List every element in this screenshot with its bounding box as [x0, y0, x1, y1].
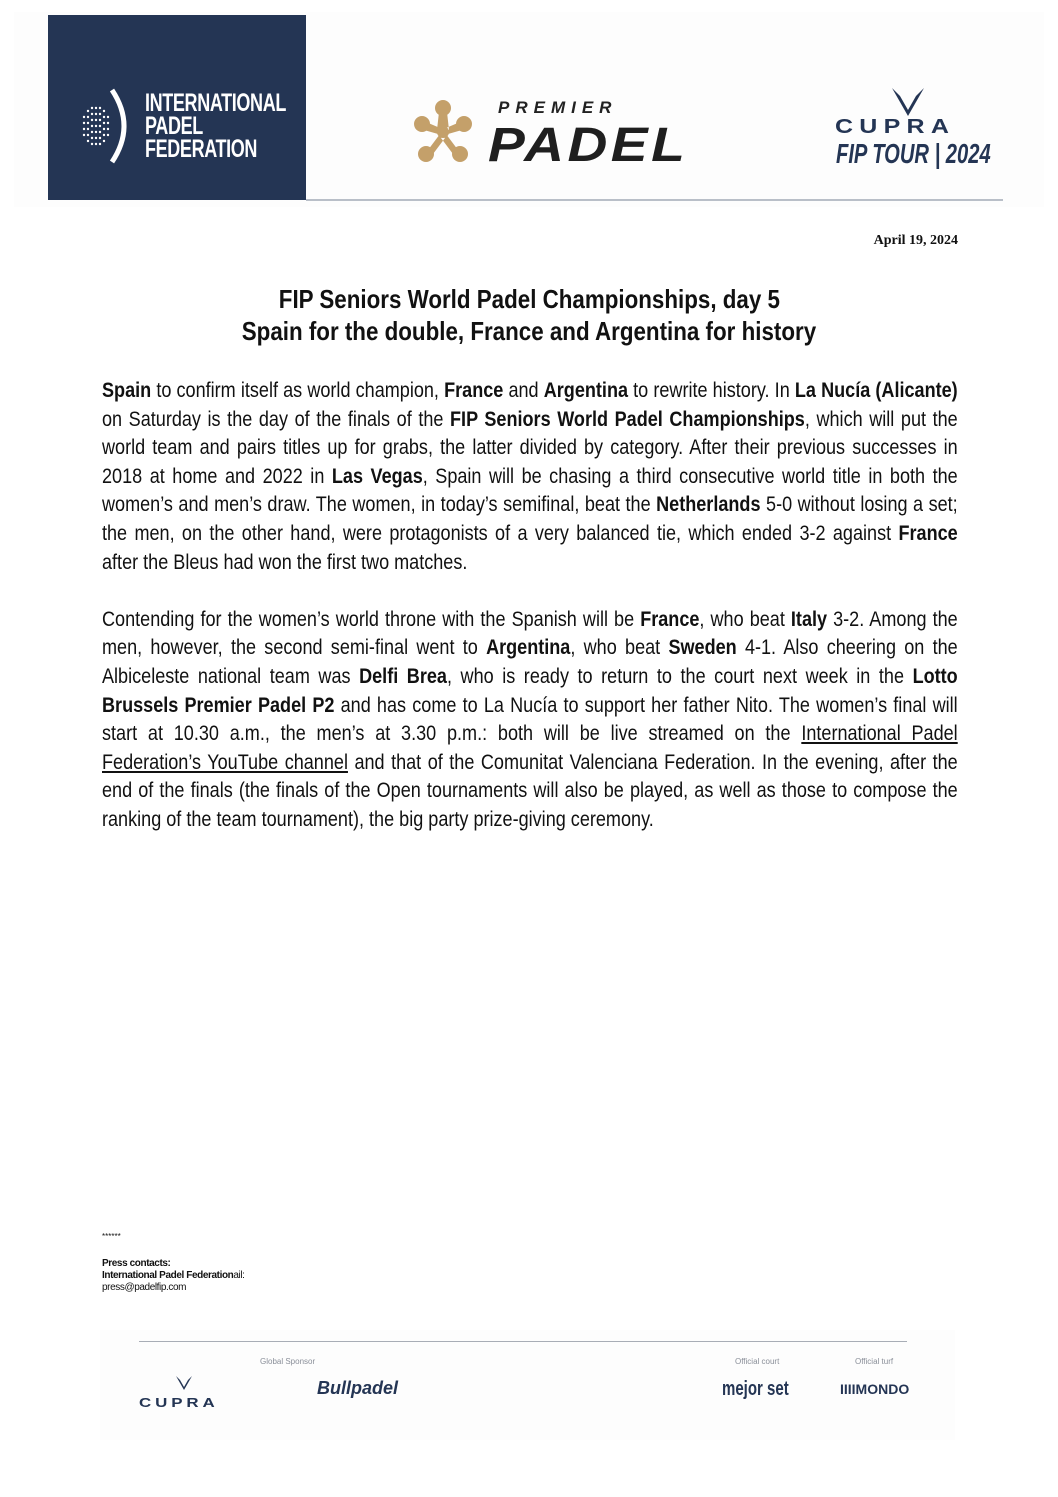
youtube-channel-link[interactable]: International Padel Federation’s YouTube channel — [102, 722, 958, 774]
cupra-wordmark: CUPRA — [835, 116, 956, 138]
bold-text: France — [444, 379, 504, 402]
text-segment: and — [503, 379, 544, 402]
press-org-suffix: ail: — [233, 1270, 245, 1281]
bold-text: Lotto Brussels Premier Padel P2 — [102, 664, 958, 717]
text-segment: on Saturday is the day of the finals of the — [102, 407, 451, 431]
fip-logo-text — [145, 89, 286, 163]
bold-text: Italy — [790, 607, 828, 631]
mondo-logo: IIIIMONDO — [840, 1381, 910, 1397]
footer-divider — [139, 1341, 907, 1342]
bold-text: Argentina — [486, 636, 571, 660]
premier-padel-star-icon — [412, 98, 474, 164]
bold-text: Delfi Brea — [359, 664, 447, 688]
separator: ****** — [102, 1232, 121, 1241]
press-contacts — [102, 1258, 245, 1294]
fip-logo-line: FEDERATION — [145, 135, 258, 163]
premier-padel-premier: PREMIER — [498, 98, 618, 117]
text-segment: 3-2. Among the men, however, the second semi-final went to — [102, 607, 958, 660]
text-segment: Contending for the women’s world throne with the Spanish will be — [102, 607, 641, 631]
text-segment: , who is ready to return to the court next week in the — [446, 664, 913, 688]
footer-background — [100, 1330, 955, 1440]
text-segment: to rewrite history. In — [628, 379, 795, 402]
text-segment: , Spain will be chasing a third consecutive world title in both the women’s and men’s draw. The women, in today’s semifinal, beat the — [102, 464, 958, 517]
bullpadel-logo: Bullpadel — [317, 1378, 399, 1398]
global-sponsor-label: Global Sponsor — [260, 1357, 316, 1366]
bold-text: France — [640, 607, 700, 631]
mejorset-logo: mejor set — [722, 1378, 789, 1400]
bold-text: France — [898, 521, 958, 545]
bold-text: Netherlands — [656, 493, 761, 517]
official-turf-label: Official turf — [855, 1357, 894, 1366]
press-email-link[interactable]: press@padelfip.com — [102, 1282, 187, 1293]
bold-text: Las Vegas — [331, 464, 423, 488]
text-segment: and has come to La Nucía to support her father Nito. The women’s final will start at 10.30 a.m., the men’s at 3.30 p.m.: both will be live streamed on the — [102, 693, 958, 746]
title-line-2: Spain for the double, France and Argentina for history — [241, 316, 817, 346]
article-body — [102, 377, 958, 863]
premier-padel-wordmark: PADEL — [488, 119, 689, 172]
text-segment: , which will put the world team and pairs titles up for grabs, the latter divided by category. After their previous successes in 2018 at home and 2022 in — [102, 407, 958, 488]
press-release-date: April 19, 2024 — [873, 233, 958, 248]
bold-text: Sweden — [668, 636, 737, 660]
official-court-label: Official court — [735, 1357, 780, 1366]
fip-logo-line: PADEL — [145, 112, 203, 140]
bold-text: Argentina — [543, 379, 629, 402]
text-segment: 5-0 without losing a set; the men, on the other hand, were protagonists of a very balanced tie, which ended 3-2 against — [102, 493, 958, 545]
title-line-1: FIP Seniors World Padel Championships, day 5 — [278, 284, 780, 314]
bold-text: La Nucía (Alicante) — [794, 379, 958, 402]
cupra-footer-icon — [174, 1372, 194, 1394]
text-segment: , who beat — [699, 607, 791, 631]
fip-logo-line: INTERNATIONAL — [145, 89, 286, 117]
bold-text: FIP Seniors World Padel Championships — [450, 407, 805, 431]
bold-text: Spain — [102, 379, 152, 402]
paragraph — [102, 606, 958, 835]
text-segment: , who beat — [570, 636, 669, 660]
fip-ball-icon — [78, 88, 134, 164]
text-segment: 4-1. Also cheering on the Albiceleste national team was — [102, 636, 958, 688]
cupra-logo-icon — [888, 86, 928, 118]
text-segment: after the Bleus had won the first two matches. — [102, 550, 468, 574]
cupra-footer-logo: CUPRA — [139, 1395, 219, 1410]
text-segment: and that of the Comunitat Valenciana Federation. In the evening, after the end of the finals (the finals of the Open tournaments will also be played, as well as those to compose the ranking of the team tournament), the big party prize-giving ceremony. — [102, 750, 958, 831]
text-segment: to confirm itself as world champion, — [151, 379, 445, 402]
press-org: International Padel Federation — [102, 1270, 234, 1281]
paragraph — [102, 377, 958, 577]
fip-tour-2024: FIP TOUR | 2024 — [836, 138, 991, 169]
header-divider — [306, 199, 1003, 201]
page-title — [0, 283, 1058, 347]
press-heading: Press contacts: — [102, 1258, 171, 1269]
